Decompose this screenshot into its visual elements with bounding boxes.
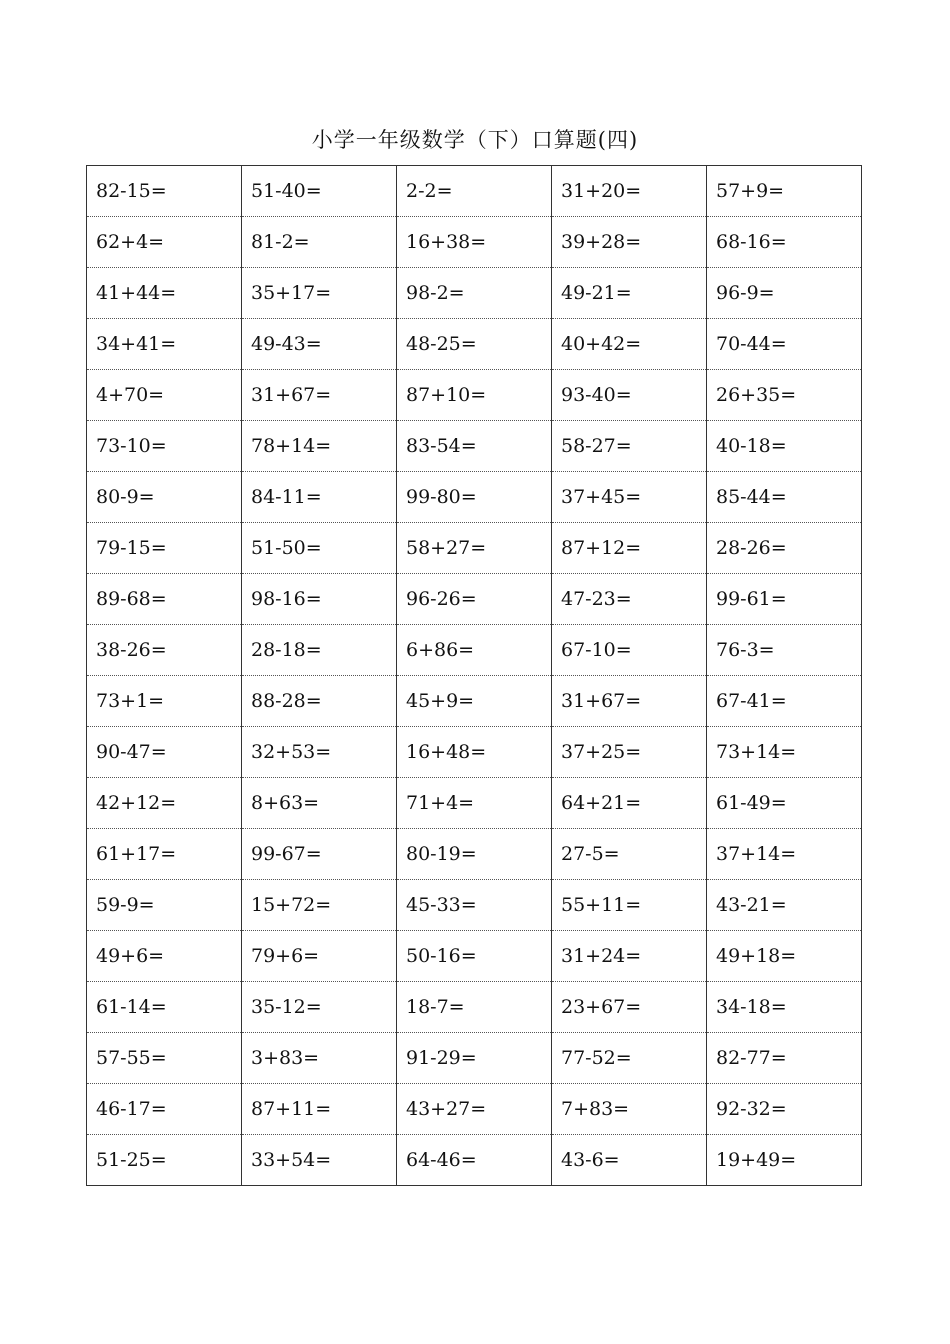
problem-cell: 96-26= bbox=[397, 574, 552, 625]
problem-cell: 15+72= bbox=[242, 880, 397, 931]
problem-cell: 31+24= bbox=[552, 931, 707, 982]
problem-cell: 49+18= bbox=[707, 931, 862, 982]
problem-row bbox=[87, 829, 862, 880]
problem-cell: 73-10= bbox=[87, 421, 242, 472]
problem-cell: 61-14= bbox=[87, 982, 242, 1033]
problem-cell: 81-2= bbox=[242, 217, 397, 268]
problem-cell: 92-32= bbox=[707, 1084, 862, 1135]
problem-cell: 33+54= bbox=[242, 1135, 397, 1186]
problem-cell: 96-9= bbox=[707, 268, 862, 319]
problem-cell: 51-25= bbox=[87, 1135, 242, 1186]
problem-cell: 31+67= bbox=[242, 370, 397, 421]
problem-cell: 43-21= bbox=[707, 880, 862, 931]
problem-cell: 87+12= bbox=[552, 523, 707, 574]
problem-cell: 38-26= bbox=[87, 625, 242, 676]
problem-cell: 78+14= bbox=[242, 421, 397, 472]
problem-cell: 64+21= bbox=[552, 778, 707, 829]
problem-cell: 37+45= bbox=[552, 472, 707, 523]
problem-row bbox=[87, 217, 862, 268]
problem-cell: 61+17= bbox=[87, 829, 242, 880]
problem-row bbox=[87, 166, 862, 217]
problem-cell: 18-7= bbox=[397, 982, 552, 1033]
arithmetic-problem-table bbox=[86, 165, 862, 1186]
problem-cell: 55+11= bbox=[552, 880, 707, 931]
problem-cell: 93-40= bbox=[552, 370, 707, 421]
problem-cell: 51-50= bbox=[242, 523, 397, 574]
problem-cell: 34-18= bbox=[707, 982, 862, 1033]
problem-cell: 49+6= bbox=[87, 931, 242, 982]
problem-cell: 82-15= bbox=[87, 166, 242, 217]
problem-row bbox=[87, 319, 862, 370]
problem-cell: 87+11= bbox=[242, 1084, 397, 1135]
problem-cell: 79-15= bbox=[87, 523, 242, 574]
page-title: 小学一年级数学（下）口算题(四) bbox=[311, 128, 639, 152]
problem-row bbox=[87, 574, 862, 625]
problem-cell: 47-23= bbox=[552, 574, 707, 625]
problem-cell: 85-44= bbox=[707, 472, 862, 523]
problem-cell: 37+14= bbox=[707, 829, 862, 880]
problem-cell: 73+1= bbox=[87, 676, 242, 727]
problem-row bbox=[87, 982, 862, 1033]
problem-cell: 90-47= bbox=[87, 727, 242, 778]
problem-cell: 89-68= bbox=[87, 574, 242, 625]
problem-table-body bbox=[87, 166, 862, 1186]
problem-cell: 50-16= bbox=[397, 931, 552, 982]
problem-cell: 19+49= bbox=[707, 1135, 862, 1186]
problem-cell: 88-28= bbox=[242, 676, 397, 727]
problem-cell: 8+63= bbox=[242, 778, 397, 829]
problem-cell: 43+27= bbox=[397, 1084, 552, 1135]
problem-cell: 34+41= bbox=[87, 319, 242, 370]
problem-row bbox=[87, 421, 862, 472]
problem-cell: 67-10= bbox=[552, 625, 707, 676]
problem-cell: 64-46= bbox=[397, 1135, 552, 1186]
problem-cell: 70-44= bbox=[707, 319, 862, 370]
problem-cell: 28-18= bbox=[242, 625, 397, 676]
problem-cell: 73+14= bbox=[707, 727, 862, 778]
problem-cell: 49-21= bbox=[552, 268, 707, 319]
problem-cell: 45+9= bbox=[397, 676, 552, 727]
problem-cell: 2-2= bbox=[397, 166, 552, 217]
problem-cell: 99-80= bbox=[397, 472, 552, 523]
problem-cell: 57-55= bbox=[87, 1033, 242, 1084]
problem-cell: 51-40= bbox=[242, 166, 397, 217]
problem-cell: 7+83= bbox=[552, 1084, 707, 1135]
problem-cell: 99-61= bbox=[707, 574, 862, 625]
problem-cell: 98-16= bbox=[242, 574, 397, 625]
problem-row bbox=[87, 1033, 862, 1084]
problem-cell: 49-43= bbox=[242, 319, 397, 370]
problem-cell: 26+35= bbox=[707, 370, 862, 421]
problem-cell: 59-9= bbox=[87, 880, 242, 931]
problem-cell: 41+44= bbox=[87, 268, 242, 319]
problem-cell: 40-18= bbox=[707, 421, 862, 472]
problem-cell: 48-25= bbox=[397, 319, 552, 370]
problem-cell: 99-67= bbox=[242, 829, 397, 880]
problem-cell: 31+20= bbox=[552, 166, 707, 217]
problem-cell: 71+4= bbox=[397, 778, 552, 829]
problem-cell: 80-19= bbox=[397, 829, 552, 880]
problem-row bbox=[87, 625, 862, 676]
problem-row bbox=[87, 727, 862, 778]
problem-cell: 16+48= bbox=[397, 727, 552, 778]
problem-cell: 43-6= bbox=[552, 1135, 707, 1186]
problem-cell: 40+42= bbox=[552, 319, 707, 370]
problem-cell: 77-52= bbox=[552, 1033, 707, 1084]
problem-row bbox=[87, 370, 862, 421]
problem-cell: 3+83= bbox=[242, 1033, 397, 1084]
problem-row bbox=[87, 676, 862, 727]
problem-cell: 45-33= bbox=[397, 880, 552, 931]
problem-cell: 68-16= bbox=[707, 217, 862, 268]
problem-cell: 79+6= bbox=[242, 931, 397, 982]
problem-cell: 35+17= bbox=[242, 268, 397, 319]
problem-cell: 37+25= bbox=[552, 727, 707, 778]
problem-cell: 35-12= bbox=[242, 982, 397, 1033]
problem-cell: 62+4= bbox=[87, 217, 242, 268]
problem-cell: 16+38= bbox=[397, 217, 552, 268]
problem-cell: 76-3= bbox=[707, 625, 862, 676]
problem-cell: 23+67= bbox=[552, 982, 707, 1033]
problem-row bbox=[87, 1084, 862, 1135]
problem-cell: 82-77= bbox=[707, 1033, 862, 1084]
problem-cell: 87+10= bbox=[397, 370, 552, 421]
problem-cell: 27-5= bbox=[552, 829, 707, 880]
problem-cell: 67-41= bbox=[707, 676, 862, 727]
problem-row bbox=[87, 268, 862, 319]
problem-cell: 58+27= bbox=[397, 523, 552, 574]
problem-cell: 28-26= bbox=[707, 523, 862, 574]
problem-row bbox=[87, 472, 862, 523]
problem-cell: 91-29= bbox=[397, 1033, 552, 1084]
problem-cell: 39+28= bbox=[552, 217, 707, 268]
problem-cell: 4+70= bbox=[87, 370, 242, 421]
problem-cell: 84-11= bbox=[242, 472, 397, 523]
problem-row bbox=[87, 778, 862, 829]
problem-cell: 46-17= bbox=[87, 1084, 242, 1135]
problem-cell: 6+86= bbox=[397, 625, 552, 676]
problem-cell: 83-54= bbox=[397, 421, 552, 472]
problem-row bbox=[87, 880, 862, 931]
problem-cell: 98-2= bbox=[397, 268, 552, 319]
problem-cell: 42+12= bbox=[87, 778, 242, 829]
problem-cell: 32+53= bbox=[242, 727, 397, 778]
problem-cell: 80-9= bbox=[87, 472, 242, 523]
problem-row bbox=[87, 523, 862, 574]
problem-row bbox=[87, 1135, 862, 1186]
problem-row bbox=[87, 931, 862, 982]
problem-cell: 31+67= bbox=[552, 676, 707, 727]
problem-cell: 57+9= bbox=[707, 166, 862, 217]
problem-cell: 61-49= bbox=[707, 778, 862, 829]
problem-cell: 58-27= bbox=[552, 421, 707, 472]
